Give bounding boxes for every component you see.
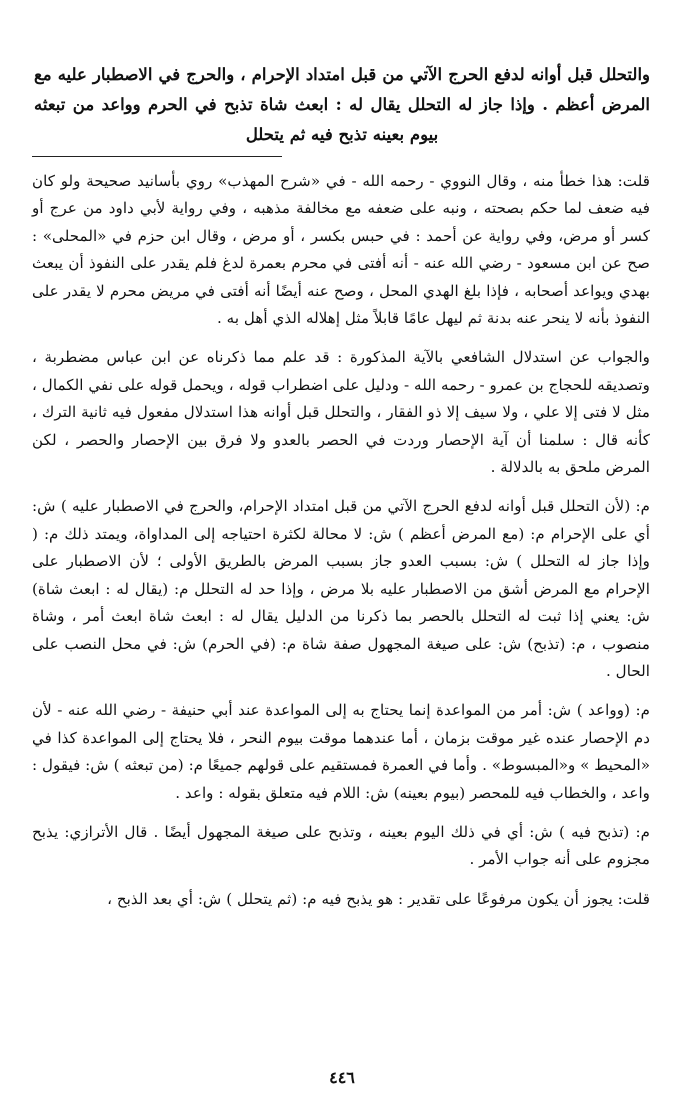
paragraph-5: م: (تذبح فيه ) ش: أي في ذلك اليوم بعينه ، وتذبح على صيغة المجهول أيضًا . قال الأترازي: يذبح مجزوم على أنه جواب الأمر . xyxy=(32,822,650,869)
paragraph-4: م: (وواعد ) ش: أمر من المواعدة إنما يحتاج به إلى المواعدة عند أبي حنيفة - رضي الله عنه - لأن دم الإحصار عنده غير موقت بزمان ، أما عندهما موقت بيوم النحر ، فلا يحتاج إلى المواعدة كذا في «المحيط » و«المبسوط» . وأما في العمرة فمستقيم على قولهم جميعًا م: (من تبعثه ) ش: فيقول : واعد ، والخطاب فيه للمحصر (بيوم بعينه) ش: اللام فيه متعلق بقوله : واعد . xyxy=(32,701,650,802)
paragraph-3: م: (لأن التحلل قبل أوانه لدفع الحرج الآتي من قبل امتداد الإحرام، والحرج في الاصطبار عليه ) ش: أي على الإحرام م: (مع المرض أعظم ) ش: لا محالة لكثرة احتياجه إلى المداواة، ويمتد ذلك م: ( وإذا جاز له التحلل ) ش: بسبب العدو جاز بسبب المرض بالطريق الأولى ؛ لأن الاصطبار على الإحرام مع المرض أشق من الاصطبار عليه بلا مرض ، وإذا حد له التحلل م: (يقال له : ابعث شاة) ش: يعني إذا ثبت له التحلل بالحصر بما ذكرنا من الدليل يقال له : ابعث شاة ابعث أمر ، وشاة منصوب ، م: (تذبح) ش: على صيغة المجهول صفة شاة م: (في الحرم) ش: في محل النصب على الحال . xyxy=(32,497,650,680)
commentary-body xyxy=(32,168,650,913)
page-number: ٤٤٦ xyxy=(329,1068,355,1087)
separator-rule xyxy=(32,156,282,157)
matn-text: والتحلل قبل أوانه لدفع الحرج الآتي من قبل امتداد الإحرام ، والحرج في الاصطبار عليه مع المرض أعظم . وإذا جاز له التحلل يقال له : ابعث شاة تذبح في الحرم وواعد من تبعثه بيوم بعينه تذبح فيه ثم يتحلل xyxy=(34,65,650,144)
paragraph-2: والجواب عن استدلال الشافعي بالآية المذكورة : قد علم مما ذكرناه عن ابن عباس مضطربة ، وتصديقه للحجاج بن عمرو - رحمه الله - ودليل على اضطراب قوله ، ويحمل قوله على نفي الكمال ، مثل لا فتى إلا علي ، ولا سيف إلا ذو الفقار ، والتحلل قبل أوانه هذا استدلال مفعول فيه ثانية الترك ، كأنه قال : سلمنا أن آية الإحصار وردت في الحصر بالعدو ولا فرق بين الإحصار والحصر ، لكن المرض ملحق به بالدلالة . xyxy=(32,348,650,477)
paragraph-1: قلت: هذا خطأ منه ، وقال النووي - رحمه الله - في «شرح المهذب» روي بأسانيد صحيحة ولو كان فيه ضعف لما حكم بصحته ، ونبه على ضعفه مع مخالفة مذهبه ، وفي رواية لأبي داود من عرج أو كسر أو مرض، وفي رواية عن أحمد : في حبس بكسر ، أو مرض ، وقال ابن حزم في «المحلى» : صح عن ابن مسعود - رضي الله عنه - أنه أفتى في محرم بعمرة لدغ فلم يقدر على النفوذ أن يبعث بهدي ويواعد أصحابه ، فإذا بلغ الهدي المحل ، وصح عنه أيضًا أنه أفتى في مريض محرم لا يقدر على النفوذ بأنه لا ينحر عنه بدنة ثم ليهل عامًا قابلاً مثل إهلاله الذي أهل به . xyxy=(32,172,650,328)
paragraph-6: قلت: يجوز أن يكون مرفوعًا على تقدير : هو يذبح فيه م: (ثم يتحلل ) ش: أي بعد الذبح ، xyxy=(107,889,650,908)
